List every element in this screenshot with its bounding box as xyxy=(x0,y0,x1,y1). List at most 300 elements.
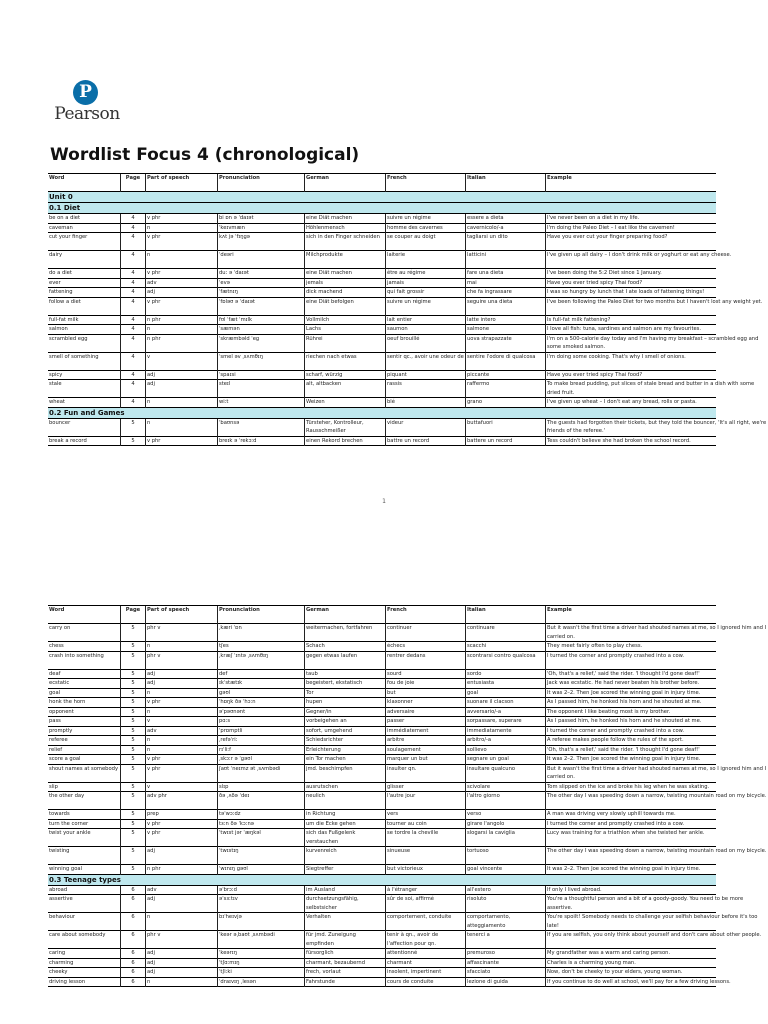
cell-word: driving lesson xyxy=(49,978,86,985)
cell-word: goal xyxy=(49,689,61,696)
header-it: Italian xyxy=(467,175,486,181)
cell-pron: bɪˈheɪvjə xyxy=(219,914,242,920)
cell-de: Schach xyxy=(306,643,325,649)
header-page: Page xyxy=(125,175,141,181)
cell-de: Weizen xyxy=(306,399,325,405)
table-row xyxy=(48,736,716,746)
cell-fr: sinueuse xyxy=(387,848,411,854)
cell-page: 5 xyxy=(131,848,135,854)
header-page: Page xyxy=(125,607,141,613)
cell-page: 5 xyxy=(131,783,135,790)
table-row xyxy=(48,727,716,737)
table-row xyxy=(48,269,716,279)
cell-de: ein Tor machen xyxy=(306,756,346,762)
table-row xyxy=(48,717,716,727)
cell-fr: sentir qc., avoir une odeur de xyxy=(387,353,464,360)
cell-de: eine Diät machen xyxy=(306,270,352,276)
cell-de: taub xyxy=(306,670,318,677)
cell-page: 4 xyxy=(131,316,135,323)
cell-fr: rentrer dedans xyxy=(387,652,426,659)
cell-de: Türsteher, Kontrolleur, Rausschmeißer xyxy=(306,419,364,434)
cell-page: 4 xyxy=(131,224,135,231)
cell-it: arbitro/-a xyxy=(467,737,492,743)
cell-fr: but victorieux xyxy=(387,866,423,872)
cell-ex: They meet fairly often to play chess. xyxy=(547,643,643,649)
cell-de: neulich xyxy=(306,793,325,799)
cell-de: Verhalten xyxy=(306,914,331,920)
cell-de: sofort, umgehend xyxy=(306,727,353,734)
table-row xyxy=(48,708,716,718)
cell-ex: I'm on a 500-calorie day today and I'm having my breakfast – scrambled egg and some smoked salmon. xyxy=(547,335,759,350)
cell-pron: ˈsæmən xyxy=(219,326,240,332)
cell-ex: It was 2–2. Then Joe scored the winning goal in injury time. xyxy=(547,866,701,872)
cell-it: comportamento, atteggiamento xyxy=(467,914,511,929)
cell-pos: v xyxy=(147,718,151,724)
cell-word: care about somebody xyxy=(49,932,106,938)
cell-pos: v phr xyxy=(147,756,161,762)
cell-ex: But it wasn't the first time a driver had shouted names at me, so I ignored him and I carried on. xyxy=(547,765,767,780)
cell-de: Siegtreffer xyxy=(306,866,334,872)
cell-it: affascinante xyxy=(467,959,499,966)
cell-page: 4 xyxy=(131,371,135,378)
cell-pron: ˈkeər əˌbaʊt ˌsʌmbədi xyxy=(219,932,275,938)
page-title: Wordlist Focus 4 (chronological) xyxy=(50,145,360,165)
cell-it: mai xyxy=(467,279,477,286)
cell-page: 6 xyxy=(131,886,135,893)
cell-fr: immédiatement xyxy=(387,727,429,734)
cell-pron: wiːt xyxy=(219,399,229,405)
cell-pron: ˌrefəˈriː xyxy=(219,737,238,743)
cell-de: ausrutschen xyxy=(306,783,338,790)
cell-it: all'estero xyxy=(467,886,491,893)
column-divider xyxy=(545,214,546,408)
cell-page: 4 xyxy=(131,298,135,305)
table-row xyxy=(48,437,716,447)
table-row xyxy=(48,792,767,810)
cell-it: sfacciato xyxy=(467,969,491,975)
cell-pron: ˈspaɪsi xyxy=(219,371,236,378)
cell-page: 6 xyxy=(131,969,135,975)
table-row xyxy=(48,746,716,756)
cell-de: Fahrstunde xyxy=(306,978,335,985)
cell-pron: ˈdraɪvɪŋ ˌlesən xyxy=(219,978,257,985)
cell-pron: steɪl xyxy=(219,381,231,387)
cell-ex: I turned the corner and promptly crashed into a cow. xyxy=(547,820,685,827)
cell-page: 5 xyxy=(131,793,135,799)
cell-page: 5 xyxy=(131,746,135,753)
cell-page: 4 xyxy=(131,353,135,360)
cell-pos: v phr xyxy=(147,830,161,836)
cell-it: fare una dieta xyxy=(467,270,504,276)
cell-fr: laiterie xyxy=(387,252,406,258)
cell-pron: fʊl ˈfæt ˈmɪlk xyxy=(219,316,253,323)
cell-fr: rassis xyxy=(387,381,402,387)
section-heading: 0.2 Fun and Games xyxy=(48,408,716,419)
cell-de: Milchprodukte xyxy=(306,252,343,258)
cell-page: 5 xyxy=(131,643,135,649)
header-word: Word xyxy=(49,607,65,613)
table-row xyxy=(48,698,716,708)
cell-ex: I've never been on a diet in my life. xyxy=(547,215,640,221)
cell-word: salmon xyxy=(49,326,68,332)
cell-fr: vers xyxy=(387,811,399,817)
cell-de: Schiedsrichter xyxy=(306,737,344,743)
cell-pron: ˈdeəri xyxy=(219,252,234,258)
cell-fr: échecs xyxy=(387,643,406,649)
cell-pos: n xyxy=(147,689,151,696)
column-divider xyxy=(545,419,546,447)
cell-fr: à l'étranger xyxy=(387,886,418,893)
cell-pos: n phr xyxy=(147,335,161,342)
table-row xyxy=(48,279,716,289)
cell-ex: A referee makes people follow the rules of the sport. xyxy=(547,737,684,743)
table-row xyxy=(48,895,744,913)
cell-fr: fou de joie xyxy=(387,680,415,686)
cell-pron: ɡəʊl xyxy=(219,689,231,696)
column-divider xyxy=(120,174,121,192)
cell-fr: l'autre jour xyxy=(387,793,416,799)
cell-fr: cours de conduite xyxy=(387,978,434,985)
cell-it: suonare il clacson xyxy=(467,699,514,705)
cell-ex: Charles is a charming young man. xyxy=(547,959,636,966)
cell-pron: ʃaʊt ˈneɪmz ət ˌsʌmbədi xyxy=(219,765,281,772)
cell-de: durchsetzungsfähig, selbstsicher xyxy=(306,896,359,911)
cell-ex: Lucy was training for a triathlon when she twisted her ankle. xyxy=(547,830,705,836)
column-divider xyxy=(385,606,386,875)
cell-word: caveman xyxy=(49,224,73,231)
cell-de: in Richtung xyxy=(306,811,336,817)
column-divider xyxy=(385,886,386,988)
cell-ex: If you are selfish, you only think about yourself and don't care about other people. xyxy=(547,932,762,938)
cell-pos: v phr xyxy=(147,699,161,705)
cell-ex: I'm doing some cooking. That's why I smell of onions. xyxy=(547,353,686,360)
cell-ex: Tom slipped on the ice and broke his leg when he was skating. xyxy=(547,783,710,790)
cell-pos: adj xyxy=(147,670,155,677)
cell-word: towards xyxy=(49,811,70,817)
table-row xyxy=(48,847,767,865)
cell-word: ever xyxy=(49,279,61,286)
cell-fr: attentionné xyxy=(387,950,418,956)
cell-ex: I'm doing the Paleo Diet – I eat like the cavemen! xyxy=(547,224,675,231)
cell-word: score a goal xyxy=(49,756,81,762)
cell-de: für jmd. Zuneigung empfinden xyxy=(306,932,356,947)
cell-ex: Have you ever tried spicy Thai food? xyxy=(547,371,643,378)
cell-pos: prep xyxy=(147,811,159,817)
cell-ex: I was so hungry by lunch that I ate loads of fattening things! xyxy=(547,289,705,295)
cell-fr: jamais xyxy=(387,279,404,286)
cell-word: behaviour xyxy=(49,914,76,920)
cell-fr: arbitre xyxy=(387,737,405,743)
cell-de: sich in den Finger schneiden xyxy=(306,234,380,240)
cell-pos: n xyxy=(147,399,151,405)
cell-ex: Jack was ecstatic. He had never beaten his brother before. xyxy=(547,680,700,686)
cell-fr: battre un record xyxy=(387,437,430,444)
cell-it: scivolare xyxy=(467,783,491,790)
column-divider xyxy=(545,606,546,875)
table-row xyxy=(48,398,716,408)
column-divider xyxy=(217,606,218,875)
cell-word: winning goal xyxy=(49,866,83,872)
cell-word: twist your ankle xyxy=(49,830,91,836)
cell-fr: se tordre la cheville xyxy=(387,830,439,836)
cell-pos: n xyxy=(147,914,151,920)
cell-fr: suivre un régime xyxy=(387,298,431,305)
cell-word: slip xyxy=(49,783,58,790)
table-row xyxy=(48,670,716,680)
cell-word: pass xyxy=(49,718,61,724)
cell-word: cut your finger xyxy=(49,234,88,240)
cell-pos: v phr xyxy=(147,234,161,240)
header-pron: Pronunciation xyxy=(219,175,260,181)
cell-de: scharf, würzig xyxy=(306,371,343,378)
cell-de: gegen etwas laufen xyxy=(306,652,358,659)
cell-ex: As I passed him, he honked his horn and he shouted at me. xyxy=(547,699,702,705)
cell-pron: ˈprɒmptli xyxy=(219,727,243,734)
cell-fr: tourner au coin xyxy=(387,820,427,827)
cell-fr: se couper au doigt xyxy=(387,234,436,240)
cell-word: opponent xyxy=(49,708,74,715)
column-divider xyxy=(145,886,146,988)
cell-page: 5 xyxy=(131,866,135,872)
cell-ex: My grandfather was a warm and caring person. xyxy=(547,950,671,956)
cell-ex: It was 2–2. Then Joe scored the winning goal in injury time. xyxy=(547,689,701,696)
cell-ex: I've given up wheat – I don't eat any bread, rolls or pasta. xyxy=(547,399,697,405)
cell-ex: I love all fish: tuna, sardines and salmon are my favourites. xyxy=(547,326,702,332)
cell-it: sordo xyxy=(467,670,482,677)
cell-it: essere a dieta xyxy=(467,215,504,221)
cell-pos: adv phr xyxy=(147,793,167,799)
cell-pron: ˈhɒŋk ðə ˈhɔːn xyxy=(219,699,256,705)
cell-ex: The other day I was speeding down a narrow, twisting mountain road on my bicycle. xyxy=(547,848,767,854)
cell-ex: Have you ever cut your finger preparing food? xyxy=(547,234,668,240)
cell-word: charming xyxy=(49,959,74,966)
cell-fr: continuer xyxy=(387,625,412,631)
cell-pron: kʌt jə ˈfɪŋɡə xyxy=(219,234,250,240)
cell-pos: v phr xyxy=(147,437,161,444)
cell-word: abroad xyxy=(49,886,68,893)
cell-pos: n xyxy=(147,224,151,231)
cell-pron: tʃes xyxy=(219,643,229,649)
cell-de: Lachs xyxy=(306,326,321,332)
cell-page: 5 xyxy=(131,820,135,827)
cell-fr: passer xyxy=(387,718,405,724)
cell-pron: duː ə ˈdaɪət xyxy=(219,270,249,276)
section-heading: 0.1 Diet xyxy=(48,203,716,214)
cell-page: 5 xyxy=(131,689,135,696)
cell-pos: adj xyxy=(147,371,155,378)
cell-pos: v xyxy=(147,353,151,360)
cell-ex: But it wasn't the first time a driver had shouted names at me, so I ignored him and I carried on. xyxy=(547,625,767,640)
cell-pron: ˈkeɪvmæn xyxy=(219,224,245,231)
cell-page: 5 xyxy=(131,765,135,772)
cell-pron: ˈtʃɑːmɪŋ xyxy=(219,959,240,966)
cell-pos: n xyxy=(147,326,151,332)
column-divider xyxy=(465,214,466,408)
cell-pron: ˈtwɪst jər ˈæŋkəl xyxy=(219,830,261,836)
cell-pron: breɪk ə ˈrekɔːd xyxy=(219,437,257,444)
cell-it: uova strapazzate xyxy=(467,335,512,342)
cell-de: weitermachen, fortfahren xyxy=(306,625,373,631)
cell-pron: bi ɒn ə ˈdaɪət xyxy=(219,215,254,221)
cell-de: hupen xyxy=(306,699,323,705)
cell-it: goal vincente xyxy=(467,866,503,872)
cell-ex: I turned the corner and promptly crashed into a cow. xyxy=(547,727,685,734)
cell-it: insultare qualcuno xyxy=(467,765,516,772)
cell-pron: rɪˈliːf xyxy=(219,746,231,753)
cell-word: deaf xyxy=(49,670,61,677)
cell-fr: adversaire xyxy=(387,708,415,715)
header-pos: Part of speech xyxy=(147,175,190,181)
table-row xyxy=(48,978,731,988)
table-row xyxy=(48,755,716,765)
cell-ex: The other day I was speeding down a narrow, twisting mountain road on my bicycle. xyxy=(547,793,767,799)
cell-it: cavernicolo/-a xyxy=(467,224,504,231)
cell-ex: I've been following the Paleo Diet for two months but I haven't lost any weight yet. xyxy=(547,298,763,305)
cell-word: turn the corner xyxy=(49,820,89,827)
cell-pos: adv xyxy=(147,279,157,286)
column-divider xyxy=(465,419,466,447)
cell-fr: glisser xyxy=(387,783,404,790)
cell-pos: n xyxy=(147,746,151,753)
cell-fr: blé xyxy=(387,399,395,405)
column-divider xyxy=(145,214,146,408)
cell-word: assertive xyxy=(49,896,73,902)
cell-de: eine Diät machen xyxy=(306,215,352,221)
cell-page: 6 xyxy=(131,959,135,966)
column-divider xyxy=(217,886,218,988)
cell-word: carry on xyxy=(49,625,71,631)
cell-pron: ˈfætnɪŋ xyxy=(219,289,238,295)
table-row xyxy=(48,251,732,269)
cell-pos: v phr xyxy=(147,820,161,827)
cell-pos: n xyxy=(147,737,151,743)
cell-page: 5 xyxy=(131,680,135,686)
wordlist-table-page-2 xyxy=(48,605,767,987)
cell-it: piccante xyxy=(467,371,490,378)
cell-pron: ˈtʃiːki xyxy=(219,969,232,975)
column-divider xyxy=(120,419,121,447)
table-row xyxy=(48,624,767,642)
cell-it: tagliarsi un dito xyxy=(467,234,508,240)
column-divider xyxy=(545,886,546,988)
table-row xyxy=(48,959,716,969)
column-divider xyxy=(385,214,386,408)
cell-page: 4 xyxy=(131,252,135,258)
cell-word: smell of something xyxy=(49,353,99,360)
wordlist-table-page-1 xyxy=(48,173,767,446)
cell-it: goal xyxy=(467,689,479,696)
header-de: German xyxy=(306,607,329,613)
cell-page: 4 xyxy=(131,215,135,221)
cell-fr: suivre un régime xyxy=(387,215,431,221)
cell-ex: The guests had forgotten their tickets, but they told the bouncer, 'It's all right, we're friends of the referee.' xyxy=(547,419,767,434)
cell-ex: I turned the corner and promptly crashed into a cow. xyxy=(547,652,685,659)
cell-pos: n xyxy=(147,708,151,715)
cell-page: 5 xyxy=(131,830,135,836)
table-row xyxy=(48,325,716,335)
header-it: Italian xyxy=(467,607,486,613)
table-row xyxy=(48,679,716,689)
header-pron: Pronunciation xyxy=(219,607,260,613)
section-heading: 0.3 Teenage types xyxy=(48,875,716,886)
table-row xyxy=(48,765,767,783)
cell-word: break a record xyxy=(49,437,87,444)
cell-pos: adj xyxy=(147,381,155,387)
cell-de: vorbeigehen an xyxy=(306,718,347,724)
cell-it: avversario/-a xyxy=(467,708,502,715)
cell-pos: adv xyxy=(147,727,157,734)
cell-ex: I've given up all dairy – I don't drink milk or yoghurt or eat any cheese. xyxy=(547,252,732,258)
cell-it: premuroso xyxy=(467,950,495,956)
cell-page: 5 xyxy=(131,727,135,734)
cell-it: verso xyxy=(467,811,482,817)
cell-word: relief xyxy=(49,746,63,753)
cell-de: Gegner/in xyxy=(306,708,332,715)
cell-fr: soulagement xyxy=(387,746,421,753)
cell-pos: phr v xyxy=(147,652,161,659)
cell-it: sorpassare, superare xyxy=(467,718,522,724)
cell-fr: sourd xyxy=(387,670,402,677)
cell-pron: def xyxy=(219,670,228,677)
cell-it: latte intero xyxy=(467,316,496,323)
cell-page: 4 xyxy=(131,326,135,332)
cell-fr: qui fait grossir xyxy=(387,289,425,295)
cell-fr: piquant xyxy=(387,371,407,378)
header-fr: French xyxy=(387,175,407,181)
cell-word: stale xyxy=(49,381,62,387)
cell-pos: adj xyxy=(147,959,155,966)
cell-pron: əˈsɜːtɪv xyxy=(219,896,238,902)
cell-ex: 'Oh, that's a relief,' said the rider. 'I thought I'd gone deaf!' xyxy=(547,746,700,753)
cell-it: seguire una dieta xyxy=(467,298,513,305)
column-divider xyxy=(385,419,386,447)
cell-page: 5 xyxy=(131,699,135,705)
cell-pron: slɪp xyxy=(219,783,229,790)
cell-ex: Is full-fat milk fattening? xyxy=(547,316,611,323)
cell-de: frech, vorlaut xyxy=(306,969,341,975)
cell-pron: ˌskɔːr ə ˈɡəʊl xyxy=(219,756,252,762)
column-divider xyxy=(304,419,305,447)
cell-ex: To make bread pudding, put slices of stale bread and butter in a dish with some dried fruit. xyxy=(547,381,755,396)
cell-fr: oeuf brouillé xyxy=(387,335,420,342)
cell-ex: If you continue to do well at school, we'll pay for a few driving lessons. xyxy=(547,978,731,985)
cell-ex: It was 2–2. Then Joe scored the winning goal in injury time. xyxy=(547,756,701,762)
cell-it: raffermo xyxy=(467,381,490,387)
cell-pos: adj xyxy=(147,969,155,975)
cell-pos: v phr xyxy=(147,215,161,221)
header-ex: Example xyxy=(547,607,572,613)
cell-pos: v xyxy=(147,783,151,790)
cell-word: honk the horn xyxy=(49,699,86,705)
cell-fr: lait entier xyxy=(387,316,413,323)
cell-pron: əˈbrɔːd xyxy=(219,886,237,893)
column-divider xyxy=(304,886,305,988)
cell-pos: n xyxy=(147,978,151,985)
cell-pron: ɪkˈstætɪk xyxy=(219,680,243,686)
cell-word: promptly xyxy=(49,727,73,734)
cell-word: the other day xyxy=(49,793,85,799)
cell-word: ecstatic xyxy=(49,680,70,686)
cell-pron: əˈpəʊnənt xyxy=(219,708,246,715)
cell-ex: You're a thoughtful person and a bit of a goody-goody. You need to be more assertive. xyxy=(547,896,744,911)
table-row xyxy=(48,783,716,793)
cell-de: jmd. beschimpfen xyxy=(306,765,353,772)
table-row xyxy=(48,224,716,234)
cell-pron: təˈwɔːdz xyxy=(219,811,241,817)
cell-page: 5 xyxy=(131,625,135,631)
cell-word: crash into something xyxy=(49,652,104,659)
table-row xyxy=(48,810,716,820)
